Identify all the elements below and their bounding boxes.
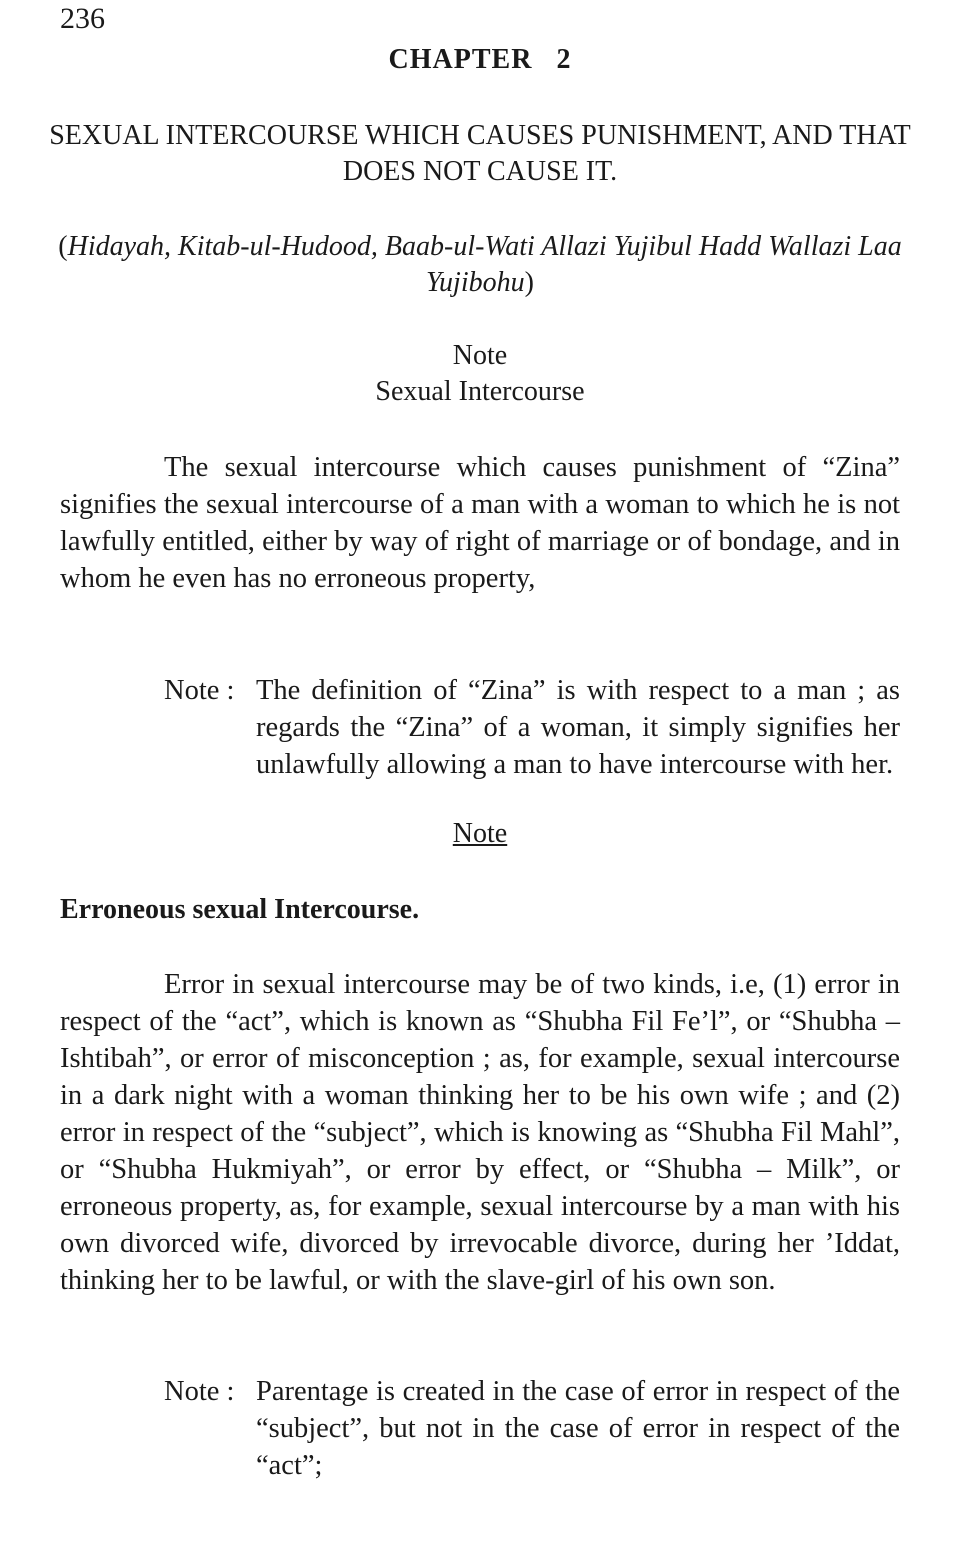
page-number: 236 bbox=[60, 2, 105, 35]
source-citation bbox=[40, 229, 920, 301]
paragraph-erroneous-intercourse: Error in sexual intercourse may be of two kinds, i.e, (1) error in respect of the “act”, which is known as “Shubha Fil Fe’l”, or “Shubha – Ishtibah”, or error of misconception ; as, for example, sexual intercourse in a dark night with a woman thinking her to be his own wife ; and (2) error in respect of the “subject”, which is knowing as “Shubha Fil Mahl”, or “Shubha Hukmiyah”, or error by effect, or “Shubha – Milk”, or erroneous property, as, for example, sexual intercourse by a man with his own divorced wife, divorced by irrevocable divorce, during her ’Iddat, thinking her to be lawful, or with the slave-girl of his own son. bbox=[60, 969, 900, 1296]
section-heading: Erroneous sexual Intercourse. bbox=[60, 894, 420, 925]
note-text: The definition of “Zina” is with respect to a man ; as regards the “Zina” of a woman, it simply signifies her unlawfully allowing a man to have intercourse with her. bbox=[256, 675, 900, 780]
note-label: Note : bbox=[164, 1376, 235, 1407]
note-block-2 bbox=[164, 1373, 900, 1484]
chapter-title: CHAPTER 2 bbox=[388, 44, 572, 75]
note-heading: Note bbox=[452, 340, 508, 371]
source-open-paren: ( bbox=[58, 231, 68, 262]
note-label: Note : bbox=[164, 675, 235, 706]
source-close-paren: ) bbox=[524, 267, 534, 298]
paragraph-zina-definition: The sexual intercourse which causes punishment of “Zina” signifies the sexual intercourse of a man with a woman to which he is not lawfully entitled, either by way of right of marriage or of bondage, and in whom he even has no erroneous property, bbox=[60, 452, 900, 594]
note-block-1 bbox=[164, 672, 900, 783]
note-subheading: Sexual Intercourse bbox=[375, 376, 585, 407]
note-text: Parentage is created in the case of error in respect of the “subject”, but not in the case of error in respect of the “act”; bbox=[256, 1376, 900, 1481]
source-text: Hidayah, Kitab-ul-Hudood, Baab-ul-Wati Allazi Yujibul Hadd Wallazi Laa Yujibohu bbox=[67, 231, 902, 298]
note-underlined: Note bbox=[452, 818, 508, 849]
chapter-heading: SEXUAL INTERCOURSE WHICH CAUSES PUNISHMENT, AND THAT DOES NOT CAUSE IT. bbox=[49, 120, 911, 187]
